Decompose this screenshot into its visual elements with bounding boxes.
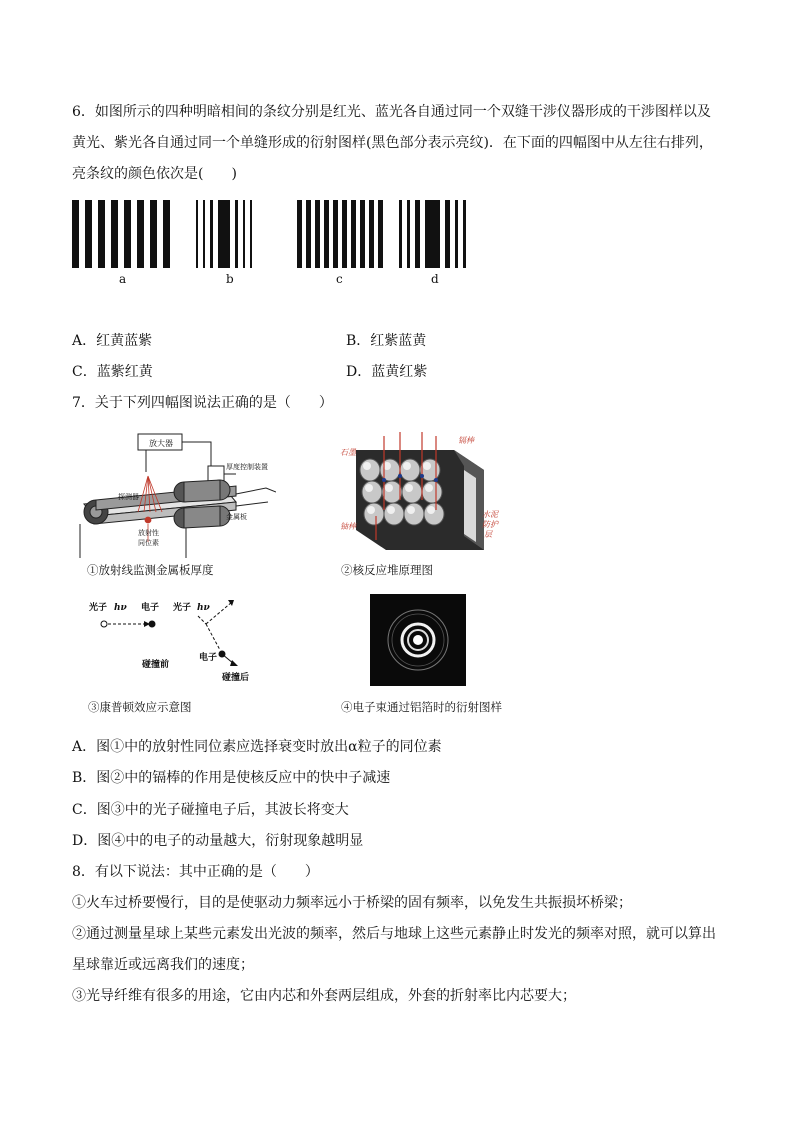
fringe-bar [378,200,383,268]
fuel-cylinder-highlight [403,462,411,470]
fringe-bar [369,200,374,268]
q7-option-c[interactable]: C．图③中的光子碰撞电子后，其波长将变大 [72,802,349,818]
fuel-cylinder [402,481,422,503]
pattern-label-d: d [431,272,439,286]
fig3-label-photon-before: 光子 [89,603,108,613]
q7-option-a[interactable]: A．图①中的放射性同位素应选择衰变时放出α粒子的同位素 [72,739,442,755]
q7-stem: 7．关于下列四幅图说法正确的是（ ） [72,395,333,411]
fuel-cylinder [422,481,442,503]
fringe-bar [196,200,198,268]
fig3-label-before: 碰撞前 [142,660,170,670]
fig2-label-cadmium: 镉棒 [458,436,474,445]
fig1-label-plate: 金属板 [226,513,247,521]
fig3-label-hv-after: hν [197,603,210,613]
fringe-bar [399,200,402,268]
fig1-label-isotope-2: 同位素 [138,539,159,547]
fringe-bar [210,200,213,268]
q8-item-1: ①火车过桥要慢行，目的是使驱动力频率远小于桥梁的固有频率，以免发生共振损坏桥梁； [72,895,632,911]
fuel-cylinder-highlight [387,506,395,514]
fig1-label-thickness: 厚度控制装置 [226,463,268,471]
q8-item-3: ③光导纤维有很多的用途，它由内芯和外套两层组成，外套的折射率比内芯要大； [72,988,576,1004]
fig2-label-uranium: 铀棒 [340,522,356,531]
fig2-label-cement-2: 防护 [482,520,498,529]
q6-stem-line1: 6．如图所示的四种明暗相间的条纹分别是红光、蓝光各自通过同一个双缝干涉仪器形成的干涉图样以及 [72,104,711,120]
q8-item-2-line-1: ②通过测量星球上某些元素发出光波的频率，然后与地球上这些元素静止时发光的频率对照，就可以算出 [72,926,716,942]
fuel-cylinder-highlight [365,484,373,492]
fringe-bar [324,200,329,268]
q6-option-b[interactable]: B．红紫蓝黄 [346,333,427,349]
fig2-label-cement-3: 层 [484,530,492,539]
q7-option-b[interactable]: B．图②中的镉棒的作用是使核反应中的快中子减速 [72,770,391,786]
fig1-thickness-gauge-diagram [76,432,276,560]
fuel-cylinder-highlight [363,462,371,470]
fig3-label-after: 碰撞后 [222,673,250,683]
pattern-label-c: c [336,272,343,286]
fringe-bar [306,200,311,268]
fringe-bar [72,200,79,268]
q6-stem-line2: 黄光、紫光各自通过同一个单缝形成的衍射图样(黑色部分表示亮纹)．在下面的四幅图中从左往右排列， [72,135,713,151]
fig2-caption: ②核反应堆原理图 [341,563,433,577]
fringe-bar [243,200,245,268]
fuel-cylinder-highlight [427,506,435,514]
fringe-bar [150,200,157,268]
fringe-group [72,200,466,268]
fringe-bar [124,200,131,268]
fuel-cylinder [400,459,420,481]
fuel-cylinder [384,503,404,525]
q6-option-c[interactable]: C．蓝紫红黄 [72,364,153,380]
fuel-cylinder [382,481,402,503]
fig4-diffraction-image [370,594,466,686]
fuel-cylinder [362,481,382,503]
fuel-cylinder [404,503,424,525]
q8-item-2-line-2: 星球靠近或远离我们的速度； [72,957,254,973]
pattern-label-b: b [226,272,234,286]
fringe-bar [333,200,338,268]
fig1-caption: ①放射线监测金属板厚度 [87,563,214,577]
fuel-cylinder [380,459,400,481]
fig2-label-cement-1: 水泥 [482,510,498,519]
fuel-cylinder [364,503,384,525]
fig4-caption: ④电子束通过铝箔时的衍射图样 [341,700,502,714]
q7-option-d[interactable]: D．图④中的电子的动量越大，衍射现象越明显 [72,833,364,849]
fringe-bar [250,200,252,268]
fuel-cylinder-highlight [367,506,375,514]
fuel-cylinder-highlight [405,484,413,492]
q6-option-a[interactable]: A．红黄蓝紫 [72,333,153,349]
q6-fringe-patterns [0,0,794,300]
fringe-bar [218,200,230,268]
fig3-label-hv-before: hν [114,603,127,613]
q6-option-d[interactable]: D．蓝黄红紫 [346,364,428,380]
fringe-bar [455,200,458,268]
fuel-cylinders [360,459,444,525]
fuel-cylinder-highlight [385,484,393,492]
fringe-bar [163,200,170,268]
fringe-bar [315,200,320,268]
fuel-cylinder-highlight [425,484,433,492]
fig1-label-isotope-1: 放射性 [138,529,159,537]
fringe-bar [351,200,356,268]
fringe-bar [342,200,347,268]
fringe-bar [98,200,105,268]
fringe-bar [445,200,450,268]
fig3-label-photon-after: 光子 [173,603,192,613]
fringe-bar [407,200,410,268]
fig1-label-amplifier: 放大器 [149,439,173,448]
fringe-bar [297,200,302,268]
fig2-label-graphite: 石墨 [340,448,356,457]
fuel-cylinder-highlight [407,506,415,514]
fringe-bar [415,200,420,268]
fringe-bar [85,200,92,268]
fringe-bar [463,200,466,268]
fringe-bar [235,200,238,268]
fig3-caption: ③康普顿效应示意图 [88,700,192,714]
fuel-cylinder [360,459,380,481]
fig2-reactor-diagram [336,430,496,558]
fig3-label-electron-before: 电子 [141,603,160,613]
q8-stem: 8．有以下说法：其中正确的是（ ） [72,864,319,880]
pattern-label-a: a [119,272,127,286]
fuel-cylinder-highlight [423,462,431,470]
q6-stem-line3: 亮条纹的颜色依次是( ) [72,166,237,182]
fringe-bar [360,200,365,268]
fuel-cylinder [424,503,444,525]
fringe-bar [137,200,144,268]
fringe-bar [203,200,205,268]
fig3-label-electron-after: 电子 [199,653,218,663]
fringe-bar [111,200,118,268]
fringe-bar [425,200,440,268]
fig1-label-detector: 探测器 [118,493,139,501]
